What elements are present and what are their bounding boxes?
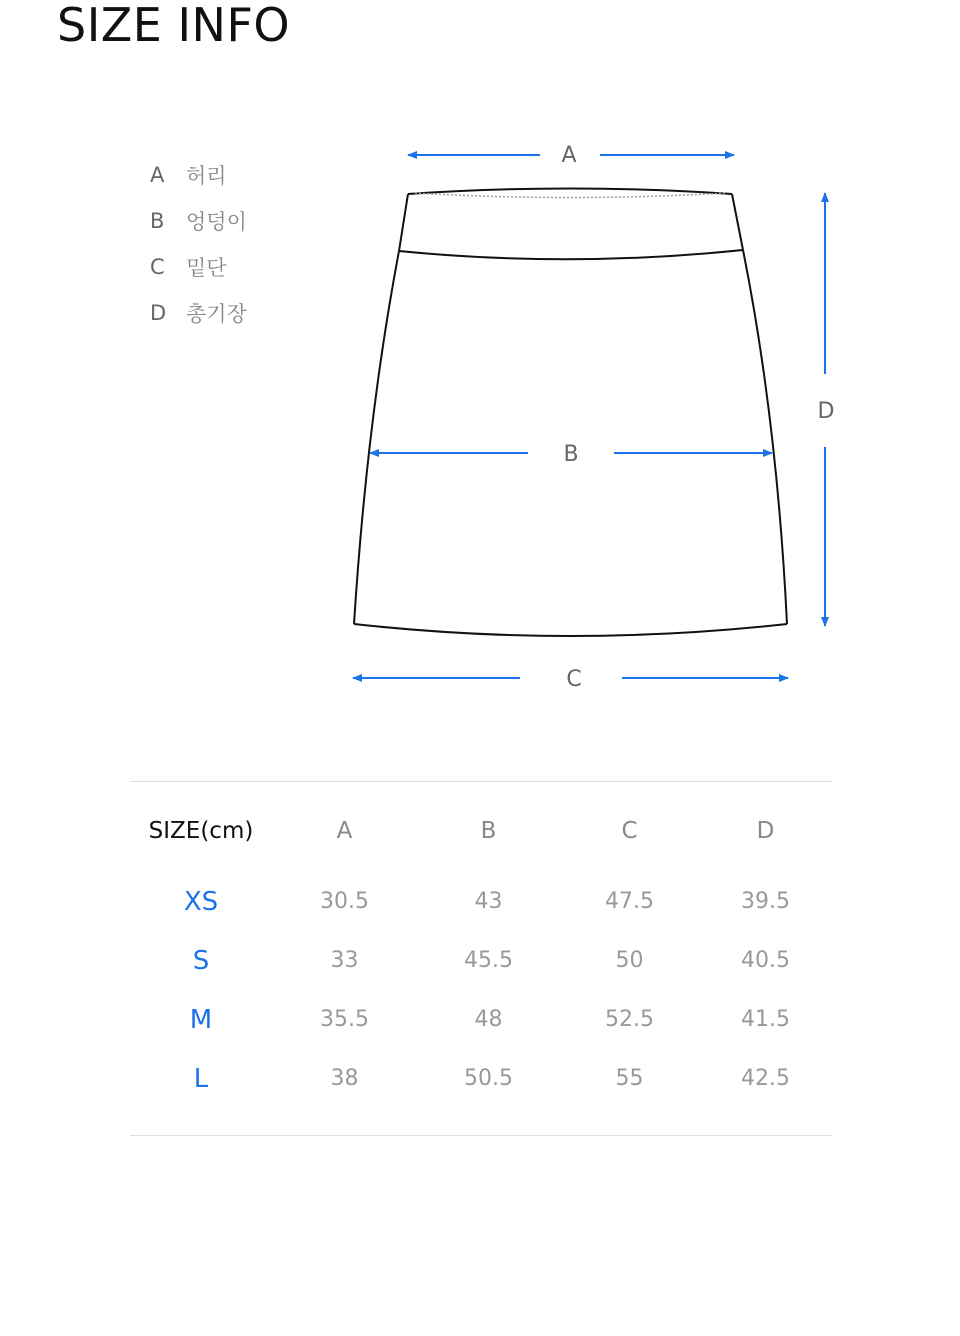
value-d: 40.5	[741, 948, 790, 973]
size-table	[130, 800, 832, 1108]
table-top-divider	[130, 781, 832, 782]
value-d: 39.5	[741, 889, 790, 914]
size-name: L	[193, 1063, 209, 1094]
label-a: A	[561, 143, 577, 168]
value-b: 45.5	[464, 948, 513, 973]
value-b: 50.5	[464, 1066, 513, 1091]
waistband-inner-edge	[415, 193, 726, 198]
legend-label: 총기장	[186, 302, 247, 326]
legend-label: 허리	[186, 164, 227, 188]
legend-letter: B	[150, 209, 165, 233]
page-title: SIZE INFO	[57, 0, 291, 52]
header-d: D	[756, 818, 775, 844]
waistband-seam	[399, 250, 743, 259]
header-a: A	[336, 818, 353, 844]
skirt-hem	[354, 624, 787, 636]
waistband-top-edge	[408, 189, 732, 195]
waistband-left-side	[399, 194, 408, 251]
value-d: 42.5	[741, 1066, 790, 1091]
size-name: M	[189, 1004, 213, 1035]
value-a: 38	[330, 1066, 359, 1091]
legend-label: 밑단	[186, 256, 227, 280]
value-c: 47.5	[605, 889, 654, 914]
legend-letter: C	[150, 255, 165, 279]
header-b: B	[480, 818, 497, 844]
table-header-row	[130, 800, 832, 862]
table-bottom-divider	[130, 1135, 832, 1136]
skirt-right-side	[743, 250, 787, 624]
label-c: C	[566, 667, 582, 692]
value-c: 50	[615, 948, 644, 973]
size-name: XS	[183, 886, 219, 917]
value-b: 48	[474, 1007, 503, 1032]
waistband-right-side	[732, 194, 743, 250]
value-a: 33	[330, 948, 359, 973]
value-c: 55	[615, 1066, 644, 1091]
table-row	[130, 862, 832, 931]
label-b: B	[563, 442, 579, 467]
value-a: 30.5	[320, 889, 369, 914]
value-d: 41.5	[741, 1007, 790, 1032]
table-row	[130, 1049, 832, 1108]
header-size: SIZE(cm)	[148, 818, 254, 844]
size-name: S	[192, 945, 210, 976]
skirt-outline	[354, 189, 787, 637]
value-c: 52.5	[605, 1007, 654, 1032]
skirt-left-side	[354, 251, 399, 624]
table-row	[130, 990, 832, 1049]
value-b: 43	[474, 889, 503, 914]
header-c: C	[621, 818, 638, 844]
legend-letter: A	[150, 163, 165, 187]
legend-label: 엉덩이	[186, 210, 247, 234]
legend-letter: D	[150, 301, 167, 325]
table-row	[130, 931, 832, 990]
value-a: 35.5	[320, 1007, 369, 1032]
label-d: D	[817, 399, 835, 424]
